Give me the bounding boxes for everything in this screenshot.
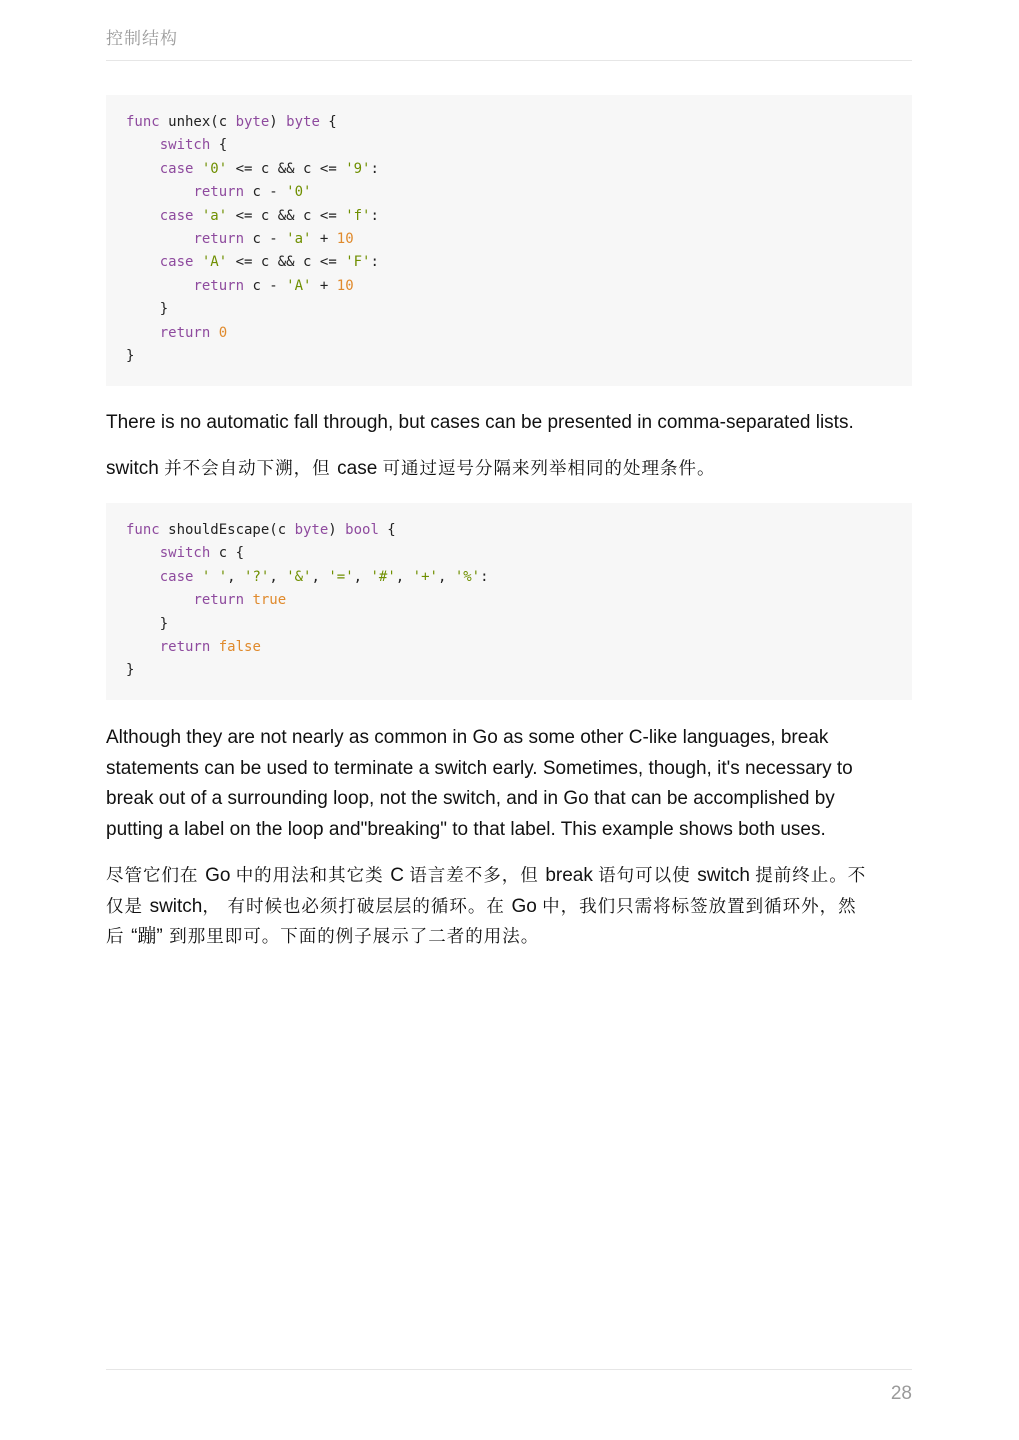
code-token <box>126 184 193 200</box>
code-token: '=' <box>328 568 354 585</box>
page-number: 28 <box>890 1383 912 1404</box>
code-line <box>126 322 892 345</box>
code-token: 10 <box>336 277 354 294</box>
page-header <box>106 22 912 61</box>
code-line <box>126 181 892 204</box>
code-token <box>126 278 193 294</box>
code-line <box>126 298 892 321</box>
code-token: return <box>193 184 245 201</box>
text-run: Go <box>205 865 236 886</box>
code-token <box>126 325 160 341</box>
code-line <box>126 228 892 251</box>
code-token <box>126 208 160 224</box>
code-line <box>126 519 892 542</box>
code-token <box>193 208 201 224</box>
text-run: 并不会自动下溯，但 <box>164 459 338 479</box>
code-token: '&' <box>286 568 312 585</box>
code-token: switch <box>159 545 211 562</box>
code-token <box>193 161 201 177</box>
code-line <box>126 134 892 157</box>
code-token <box>210 639 218 655</box>
text-run: C <box>390 865 410 886</box>
code-token: case <box>159 207 194 224</box>
code-token: c { <box>210 545 245 562</box>
code-token: <= c && c <= <box>227 160 346 177</box>
code-token: byte <box>286 114 320 130</box>
code-token: c - <box>244 184 287 201</box>
code-token: '0' <box>286 184 312 201</box>
text-line <box>106 861 912 892</box>
code-token: '+' <box>412 568 438 585</box>
text-line <box>106 922 912 953</box>
code-token: 'a' <box>201 207 228 224</box>
text-run: 语句可以使 <box>598 866 698 886</box>
code-token: 0 <box>218 324 228 341</box>
code-token: return <box>159 638 211 655</box>
code-token: c - <box>244 277 287 294</box>
code-token: ) <box>269 114 287 130</box>
code-token: return <box>193 277 245 294</box>
code-token: 'A' <box>201 254 228 271</box>
code-token: } <box>126 347 135 364</box>
code-token: shouldEscape(c <box>159 522 295 538</box>
text-run: 到那里即可。下面的例子展示了二者的用法。 <box>162 927 540 948</box>
code-line <box>126 205 892 228</box>
code-token: { <box>210 137 228 154</box>
code-token <box>126 569 160 585</box>
code-token: '%' <box>454 568 481 585</box>
code-line <box>126 659 892 682</box>
code-token: } <box>126 301 169 318</box>
code-token: , <box>269 568 287 585</box>
text-run: 提前终止。不 <box>755 866 867 886</box>
code-line <box>126 542 892 565</box>
text-line: Although they are not nearly as common in Go as some other C-like languages, break <box>106 727 829 748</box>
code-token: func <box>126 114 160 130</box>
paragraph-break-zh <box>106 861 912 953</box>
code-token: true <box>252 592 287 609</box>
code-line <box>126 589 892 612</box>
code-token: { <box>319 114 337 130</box>
code-token: return <box>193 230 245 247</box>
code-block-unhex <box>106 95 912 386</box>
text-run: switch <box>106 458 165 479</box>
code-line <box>126 566 892 589</box>
code-token: 'F' <box>345 254 371 271</box>
code-token: , <box>395 568 413 585</box>
text-line: statements can be used to terminate a switch early. Sometimes, though, it's necessary to <box>106 757 853 779</box>
code-token: byte <box>294 522 329 538</box>
text-run: 语言差不多，但 <box>409 866 546 886</box>
code-token: return <box>159 324 211 341</box>
code-token <box>126 231 193 247</box>
code-token: : <box>370 160 379 177</box>
code-token: } <box>126 662 135 679</box>
code-token: , <box>227 568 245 585</box>
text-run: 尽管它们在 <box>106 866 206 886</box>
code-token: <= c && c <= <box>227 207 346 224</box>
code-token: } <box>126 615 169 632</box>
code-token: '?' <box>244 568 270 585</box>
code-token: return <box>193 592 245 609</box>
code-token: ) <box>328 522 346 538</box>
text-run: switch <box>149 895 203 917</box>
code-token: 'f' <box>345 207 371 224</box>
code-line <box>126 636 892 659</box>
code-block-should-escape <box>106 503 912 700</box>
code-token: case <box>159 160 194 177</box>
text-run: 可通过逗号分隔来列举相同的处理条件。 <box>382 459 716 479</box>
code-line <box>126 158 892 181</box>
document-page <box>106 0 912 1440</box>
code-token: : <box>370 207 379 224</box>
text-run: break <box>545 865 599 886</box>
code-token: 'A' <box>286 277 312 294</box>
text-run: “蹦” <box>131 926 163 948</box>
code-token: switch <box>159 137 211 154</box>
code-token: bool <box>345 522 379 538</box>
text-run: Go <box>511 895 543 917</box>
code-token: , <box>311 568 329 585</box>
code-line <box>126 251 892 274</box>
code-token <box>210 325 218 341</box>
text-run: ， 有时候也必须打破层层的循环。在 <box>202 896 512 917</box>
code-token <box>126 254 160 270</box>
code-token <box>126 161 160 177</box>
code-token <box>193 569 201 585</box>
code-token: func <box>126 522 160 538</box>
page-footer <box>106 1369 912 1404</box>
code-token <box>126 137 160 153</box>
code-token: c - <box>244 230 287 247</box>
code-line <box>126 275 892 298</box>
code-token <box>126 545 160 561</box>
text-line: putting a label on the loop and"breaking" to that label. This example shows both uses. <box>106 818 826 840</box>
code-line <box>126 111 892 134</box>
code-token <box>126 592 193 608</box>
code-token: { <box>378 522 396 538</box>
code-token <box>193 254 201 270</box>
paragraph-break-en <box>106 723 912 845</box>
code-token: + <box>311 277 337 294</box>
text-run: 中，我们只需将标签放置到循环外，然 <box>542 896 857 917</box>
code-token: , <box>353 568 371 585</box>
text-line <box>106 892 912 923</box>
text-run: 后 <box>106 927 132 948</box>
code-token: + <box>311 230 337 247</box>
code-token: '#' <box>370 568 396 585</box>
paragraph-fallthrough-zh <box>106 454 912 485</box>
code-token: '9' <box>345 160 371 177</box>
code-token: false <box>218 638 261 655</box>
code-token: , <box>437 568 455 585</box>
code-token: unhex(c <box>159 114 236 130</box>
code-line <box>126 613 892 636</box>
code-token: 10 <box>336 230 354 247</box>
code-token: byte <box>235 114 270 130</box>
text-run: switch <box>697 865 756 886</box>
text-run: 仅是 <box>106 896 150 917</box>
code-token: : <box>370 254 379 271</box>
chapter-title: 控制结构 <box>106 29 178 49</box>
code-token <box>126 639 160 655</box>
text-run: 中的用法和其它类 <box>235 866 391 886</box>
code-token: : <box>480 568 489 585</box>
paragraph-fallthrough-en: There is no automatic fall through, but cases can be presented in comma-separated lists. <box>106 412 854 433</box>
code-line <box>126 345 892 368</box>
text-run: case <box>337 458 383 479</box>
code-token: case <box>159 254 194 271</box>
code-token: '0' <box>201 160 228 177</box>
code-token: <= c && c <= <box>227 254 346 271</box>
code-token: ' ' <box>201 568 228 585</box>
code-token: case <box>159 568 194 585</box>
text-line: break out of a surrounding loop, not the switch, and in Go that can be accomplished by <box>106 788 835 810</box>
code-token: 'a' <box>286 230 312 247</box>
